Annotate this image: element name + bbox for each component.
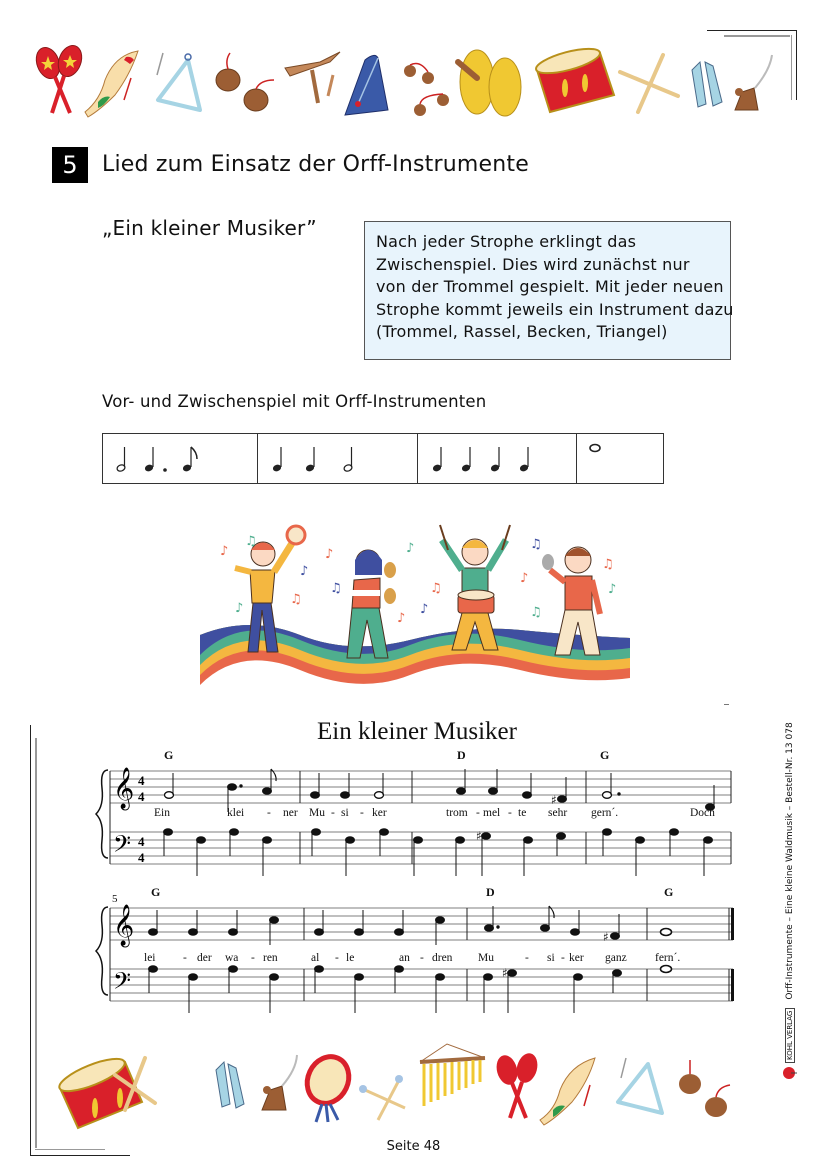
svg-text:♪: ♪: [420, 602, 429, 617]
castanets-icon: [216, 53, 274, 111]
lyric-syllable: -: [335, 952, 339, 964]
top-instrument-border: [0, 0, 827, 130]
lyric-syllable: -: [420, 952, 424, 964]
svg-text:♪: ♪: [608, 582, 617, 597]
measure-number: 5: [112, 893, 118, 905]
svg-text:4: 4: [138, 850, 145, 865]
svg-text:♫: ♫: [530, 537, 542, 552]
floating-music-notes-icon: [220, 534, 616, 626]
bass-notes: [164, 829, 713, 876]
treble-clef-icon: 𝄞: [113, 905, 135, 946]
lyric-syllable: wa: [225, 952, 239, 964]
svg-text:♫: ♫: [290, 592, 302, 607]
song-subtitle: „Ein kleiner Musiker”: [102, 216, 317, 240]
claves-icon: [216, 1062, 244, 1108]
treble-notes: [149, 906, 672, 945]
half-note-icon: [343, 447, 353, 472]
svg-text:♪: ♪: [235, 601, 244, 616]
lyric-syllable: al: [311, 952, 320, 964]
bass-clef-icon: 𝄢: [113, 967, 132, 1000]
svg-text:♫: ♫: [245, 534, 257, 549]
sheet-music-system-2: [0, 885, 827, 1020]
lyric-syllable: ker: [569, 952, 584, 964]
lyric-syllable: -: [360, 807, 364, 819]
svg-text:♪: ♪: [325, 547, 334, 562]
lyric-syllable: klei: [227, 807, 245, 819]
publisher-name: KOHL VERLAG: [785, 1008, 795, 1063]
rhythm-measure-3: [418, 434, 577, 483]
lyric-syllable: ner: [283, 807, 298, 819]
svg-text:♫: ♫: [330, 581, 342, 596]
publisher-sidebar: [783, 722, 797, 1080]
svg-text:4: 4: [138, 834, 145, 849]
bass-clef-icon: 𝄢: [113, 830, 132, 863]
lyric-syllable: si: [341, 807, 349, 819]
quarter-note-icon: [272, 447, 282, 472]
guiro-icon: [540, 1058, 595, 1125]
lyric-syllable: si: [547, 952, 555, 964]
lyric-syllable: le: [346, 952, 355, 964]
drumsticks-icon: [620, 55, 678, 112]
lyric-syllable: ganz: [605, 952, 627, 964]
lyric-syllable: -: [525, 952, 529, 964]
chord-label: D: [457, 748, 466, 762]
lyric-syllable: Mu: [309, 807, 325, 819]
svg-text:4: 4: [138, 773, 145, 788]
lyric-syllable: te: [518, 807, 527, 819]
triangle-icon: [157, 53, 200, 110]
chord-label: G: [600, 748, 610, 762]
rhythm-label: Vor- und Zwischenspiel mit Orff-Instrumenten: [102, 392, 487, 411]
lyric-syllable: der: [197, 952, 212, 964]
quarter-note-icon: [461, 447, 471, 472]
bass-notes: [149, 966, 672, 1014]
quarter-note-icon: [490, 447, 500, 472]
lyric-syllable: lei: [144, 952, 156, 964]
lyric-syllable: ren: [263, 952, 278, 964]
quarter-note-icon: [305, 447, 315, 472]
info-box: [364, 221, 734, 360]
chord-label: G: [151, 885, 161, 899]
rhythm-bar: [102, 433, 664, 484]
lyric-syllable: Mu: [478, 952, 494, 964]
castanets-icon: [679, 1060, 730, 1117]
lyric-syllable: an: [399, 952, 410, 964]
svg-text:♯: ♯: [603, 930, 609, 944]
metronome-bag-icon: [345, 55, 388, 115]
svg-text:♯: ♯: [551, 793, 557, 807]
svg-text:♪: ♪: [300, 564, 309, 579]
lyric-syllable: Ein: [154, 807, 170, 819]
lyric-syllable: -: [508, 807, 512, 819]
lyric-syllable: fern´.: [655, 952, 681, 964]
time-signature: [138, 773, 145, 865]
section-heading: Lied zum Einsatz der Orff-Instrumente: [102, 152, 529, 177]
lyric-syllable: ker: [372, 807, 387, 819]
svg-text:♪: ♪: [397, 611, 406, 626]
dotted-quarter-note-icon: [144, 447, 167, 472]
brace-icon: [96, 770, 108, 858]
quarter-note-icon: [432, 447, 442, 472]
info-line: Nach jeder Strophe erklingt das: [376, 232, 637, 251]
cowbell-icon: [735, 55, 772, 110]
rhythm-measure-4: [577, 434, 663, 483]
svg-text:♪: ♪: [520, 571, 529, 586]
child-with-maracas: [347, 550, 396, 658]
frame-bottom-horizontal: [30, 1155, 130, 1156]
stray-dash: [724, 704, 729, 705]
svg-text:♫: ♫: [602, 557, 614, 572]
mallets-icon: [359, 1075, 405, 1120]
lyric-syllable: -: [183, 952, 187, 964]
svg-text:♯: ♯: [476, 829, 482, 843]
guiro-icon: [85, 51, 138, 117]
page-number: Seite 48: [386, 1139, 441, 1154]
lyric-syllable: trom: [446, 807, 468, 819]
treble-clef-icon: 𝄞: [113, 768, 135, 809]
claves-icon: [692, 62, 722, 107]
final-barline: [731, 908, 734, 1001]
section-number-badge: 5: [52, 147, 88, 183]
svg-text:♯: ♯: [502, 966, 508, 980]
children-musicians-illustration: [190, 510, 640, 700]
publisher-logo: [783, 1008, 797, 1080]
cowbell-icon: [262, 1055, 297, 1110]
drum-icon: [534, 44, 614, 112]
sheet-music-title: Ein kleiner Musiker: [317, 718, 517, 745]
tambourine-icon: [300, 1050, 357, 1122]
whole-note-icon: [590, 445, 600, 452]
lyric-syllable: sehr: [548, 807, 568, 819]
eighth-note-icon: [182, 447, 197, 472]
lyric-syllable: -: [331, 807, 335, 819]
svg-text:♫: ♫: [530, 605, 542, 620]
wind-chimes-icon: [420, 1044, 485, 1106]
half-note-icon: [116, 447, 126, 472]
bolas-icon: [404, 64, 449, 116]
quarter-note-icon: [519, 447, 529, 472]
lyric-syllable: -: [561, 952, 565, 964]
lyric-syllable: mel: [483, 807, 501, 819]
brace-icon: [96, 907, 108, 995]
info-line: Zwischenspiel. Dies wird zunächst nur: [376, 254, 690, 274]
sidebar-text: Orff-Instrumente – Eine kleine Waldmusik – Bestell-Nr. 13 078: [785, 722, 795, 1000]
triangle-icon: [618, 1058, 662, 1113]
cymbals-icon: [458, 50, 521, 116]
lyric-syllable: Doch: [690, 807, 715, 819]
bottom-instrument-border: [0, 1040, 827, 1140]
info-line: von der Trommel gespielt. Mit jeder neuen: [376, 277, 724, 296]
svg-text:♪: ♪: [406, 541, 415, 556]
lyric-syllable: dren: [432, 952, 453, 964]
tree-logo-icon: [783, 1066, 797, 1080]
maracas-icon: [493, 1051, 540, 1118]
chord-label: G: [164, 748, 174, 762]
lyric-syllable: -: [476, 807, 480, 819]
lyric-syllable: gern´.: [591, 807, 619, 819]
info-line: (Trommel, Rassel, Becken, Triangel): [376, 322, 668, 341]
info-line: Strophe kommt jeweils ein Instrument dazu: [376, 299, 734, 319]
tone-block-icon: [285, 52, 340, 103]
svg-text:♪: ♪: [220, 544, 229, 559]
lyric-syllable: -: [267, 807, 271, 819]
rhythm-measure-2: [258, 434, 418, 483]
svg-text:4: 4: [138, 789, 145, 804]
chord-label: D: [486, 885, 495, 899]
treble-notes: [165, 769, 715, 812]
chord-label: G: [664, 885, 674, 899]
lyric-syllable: -: [251, 952, 255, 964]
maracas-icon: [32, 42, 86, 113]
rhythm-measure-1: [103, 434, 258, 483]
svg-text:♫: ♫: [430, 581, 442, 596]
drum-icon: [56, 1053, 142, 1128]
